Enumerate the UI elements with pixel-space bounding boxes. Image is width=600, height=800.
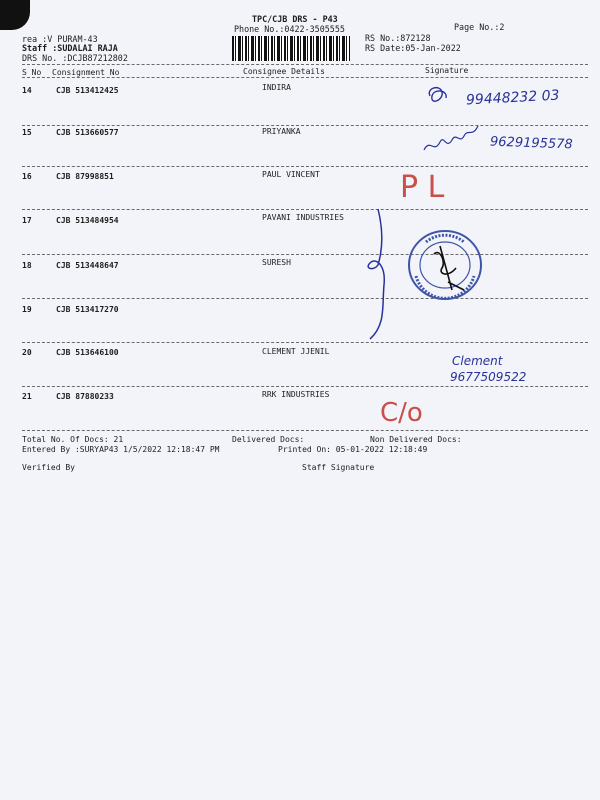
row-consignment: CJB 513417270: [56, 305, 119, 314]
row-divider: [22, 342, 588, 343]
row-divider: [22, 254, 588, 255]
signature-scribble-icon: [420, 120, 490, 160]
area-label: rea :V PURAM-43: [22, 34, 98, 44]
rs-number: RS No.:872128: [365, 33, 431, 43]
row-consignment: CJB 513484954: [56, 216, 119, 225]
row-sno: 18: [22, 261, 32, 270]
column-sno: S No: [22, 68, 42, 77]
row-sno: 15: [22, 128, 32, 137]
column-consignee: Consignee Details: [243, 67, 325, 76]
row-consignee: PAUL VINCENT: [262, 170, 320, 179]
total-docs: Total No. Of Docs: 21: [22, 435, 124, 444]
column-consignment: Consignment No: [52, 68, 120, 77]
company-stamp-icon: [404, 228, 486, 302]
row-consignment: CJB 513448647: [56, 261, 119, 270]
row-consignment: CJB 513412425: [56, 86, 119, 95]
handwritten-name: Clement: [452, 354, 503, 368]
row-sno: 14: [22, 86, 32, 95]
row-sno: 19: [22, 305, 32, 314]
row-consignee: CLEMENT JJENIL: [262, 347, 330, 356]
row-consignment: CJB 87880233: [56, 392, 114, 401]
scan-corner-mark: [0, 0, 30, 30]
phone-number: Phone No.:0422-3505555: [234, 24, 345, 34]
row-divider: [22, 166, 588, 167]
row-consignment: CJB 513660577: [56, 128, 119, 137]
entered-by: Entered By :SURYAP43 1/5/2022 12:18:47 PM: [22, 445, 220, 454]
row-divider: [22, 430, 588, 431]
row-divider: [22, 209, 588, 210]
row-consignee: PAVANI INDUSTRIES: [262, 213, 344, 222]
row-consignee: RRK INDUSTRIES: [262, 390, 330, 399]
document-title: TPC/CJB DRS - P43: [252, 14, 338, 24]
drs-number: DRS No. :DCJB87212802: [22, 53, 128, 63]
handwritten-signature: P L: [400, 170, 445, 205]
staff-label: Staff :SUDALAI RAJA: [22, 43, 118, 53]
handwritten-signature: 9677509522: [450, 370, 527, 384]
handwritten-signature: C/o: [380, 398, 423, 428]
row-sno: 20: [22, 348, 32, 357]
handwritten-signature: 99448232 03: [465, 87, 560, 109]
divider: [22, 77, 588, 78]
staff-signature: Staff Signature: [302, 463, 375, 472]
column-signature: Signature: [425, 66, 469, 75]
delivered-docs: Delivered Docs:: [232, 435, 305, 444]
row-consignment: CJB 513646100: [56, 348, 119, 357]
printed-on: Printed On: 05-01-2022 12:18:49: [278, 445, 428, 454]
row-consignment: CJB 87998851: [56, 172, 114, 181]
page-number: Page No.:2: [454, 22, 505, 32]
row-consignee: INDIRA: [262, 83, 291, 92]
non-delivered-docs: Non Delivered Docs:: [370, 435, 462, 444]
bracket-line: [360, 205, 400, 345]
handwritten-signature: 9629195578: [489, 134, 573, 153]
signature-scribble-icon: [424, 84, 454, 108]
row-divider: [22, 298, 588, 299]
row-sno: 17: [22, 216, 32, 225]
barcode: [232, 36, 350, 61]
row-sno: 16: [22, 172, 32, 181]
row-divider: [22, 125, 588, 126]
row-divider: [22, 386, 588, 387]
row-consignee: PRIYANKA: [262, 127, 301, 136]
row-sno: 21: [22, 392, 32, 401]
rs-date: RS Date:05-Jan-2022: [365, 43, 461, 53]
verified-by: Verified By: [22, 463, 75, 472]
divider: [22, 64, 588, 65]
row-consignee: SURESH: [262, 258, 291, 267]
